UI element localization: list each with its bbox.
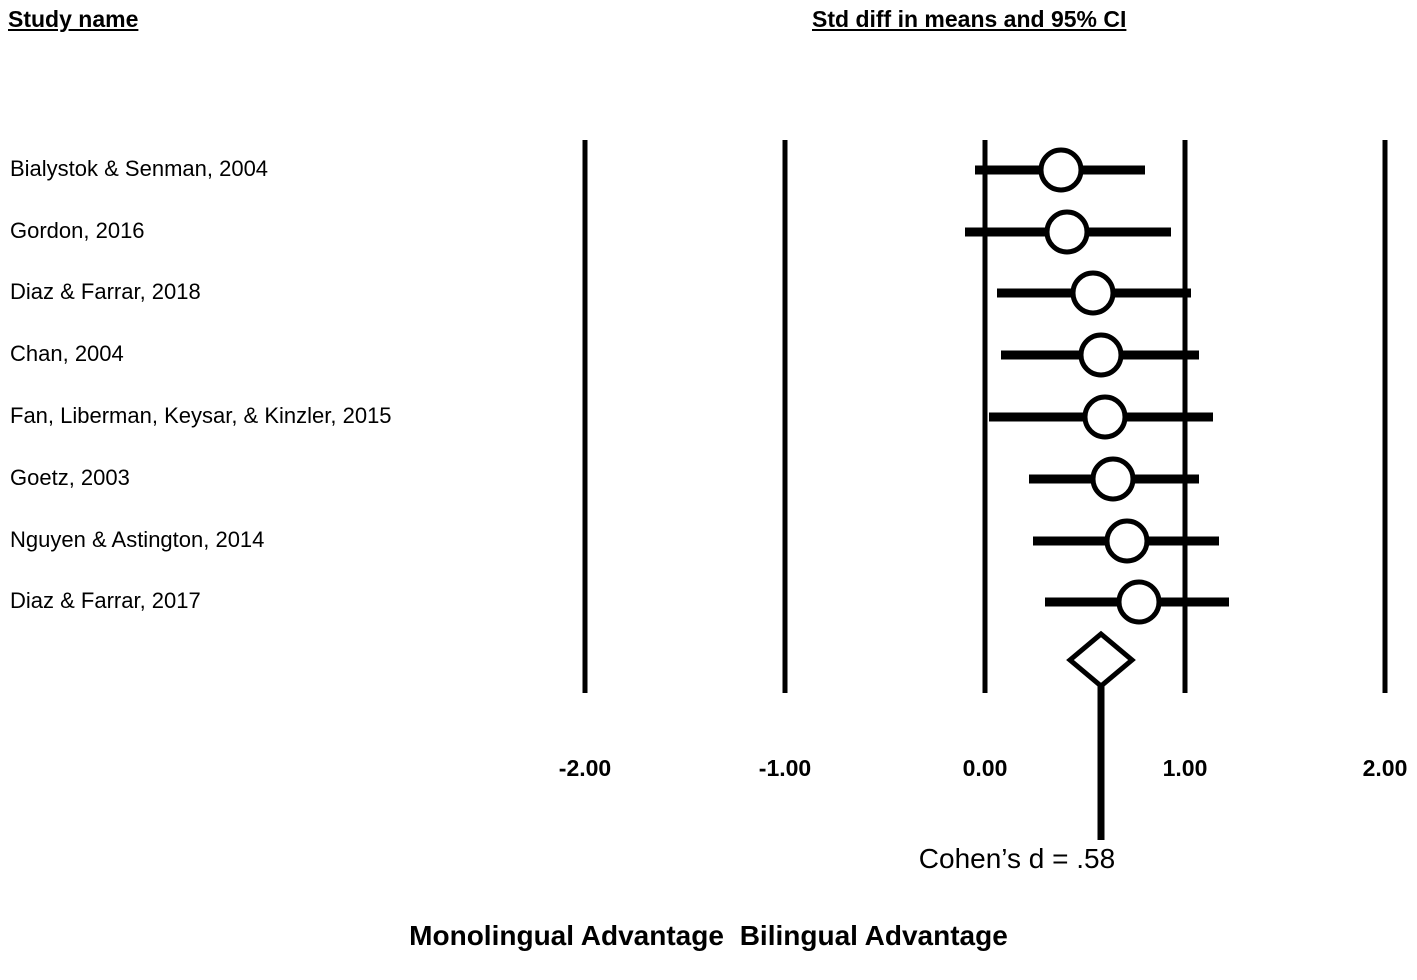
footer-right-label: Bilingual Advantage	[739, 920, 1008, 951]
effect-size-marker	[1081, 335, 1121, 375]
x-axis-tick-label: -2.00	[558, 755, 612, 781]
x-axis-tick-label: 2.00	[1362, 755, 1408, 781]
study-label: Diaz & Farrar, 2017	[10, 588, 201, 613]
effect-size-marker	[1085, 397, 1125, 437]
study-label: Nguyen & Astington, 2014	[10, 527, 265, 552]
x-axis-tick-label: 1.00	[1162, 755, 1208, 781]
study-label: Diaz & Farrar, 2018	[10, 279, 201, 304]
study-label: Chan, 2004	[10, 341, 124, 366]
effect-size-marker	[1119, 582, 1159, 622]
effect-size-marker	[1073, 273, 1113, 313]
study-label: Gordon, 2016	[10, 218, 145, 243]
x-axis-tick-label: 0.00	[962, 755, 1008, 781]
study-label: Fan, Liberman, Keysar, & Kinzler, 2015	[10, 403, 392, 428]
effect-size-marker	[1093, 459, 1133, 499]
column-header-effect-size: Std diff in means and 95% CI	[812, 6, 1127, 32]
study-label: Bialystok & Senman, 2004	[10, 156, 269, 181]
effect-size-marker	[1047, 212, 1087, 252]
effect-size-marker	[1107, 521, 1147, 561]
footer-left-label: Monolingual Advantage	[409, 920, 724, 951]
study-label: Goetz, 2003	[10, 465, 130, 490]
effect-size-marker	[1041, 150, 1081, 190]
summary-diamond	[1070, 634, 1132, 686]
summary-effect-label: Cohen’s d = .58	[918, 843, 1116, 874]
x-axis-tick-label: -1.00	[758, 755, 812, 781]
axis-direction-footer	[0, 920, 1417, 952]
column-header-study-name: Study name	[8, 6, 139, 32]
x-axis-tick-labels	[0, 755, 1417, 785]
